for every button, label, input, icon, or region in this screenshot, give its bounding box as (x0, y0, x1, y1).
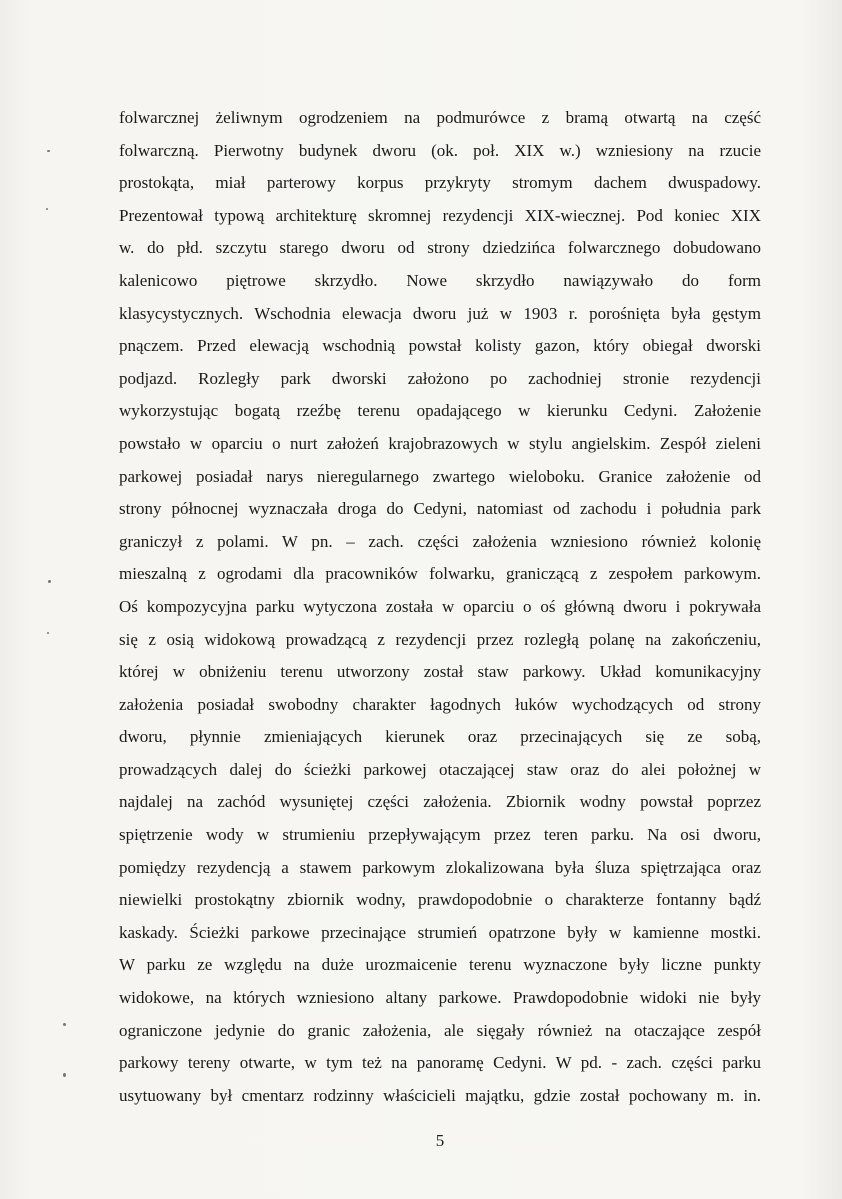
scan-speck (63, 1023, 66, 1026)
text-line: widokowe, na których wzniesiono altany parkowe. Prawdopodobnie widoki nie były (119, 988, 761, 1008)
text-line: klasycystycznych. Wschodnia elewacja dworu już w 1903 r. porośnięta była gęstym (119, 303, 761, 323)
text-line: podjazd. Rozległy park dworski założono po zachodniej stronie rezydencji (119, 368, 761, 388)
text-line: Oś kompozycyjna parku wytyczona została w oparciu o oś główną dworu i pokrywała (119, 596, 761, 616)
scan-speck (47, 150, 50, 152)
text-line: w. do płd. szczytu starego dworu od strony dziedzińca folwarcznego dobudowano (119, 238, 761, 258)
text-line: kaskady. Ścieżki parkowe przecinające strumień opatrzone były w kamienne mostki. (119, 922, 761, 942)
text-line: powstało w oparciu o nurt założeń krajobrazowych w stylu angielskim. Zespół zieleni (119, 433, 761, 453)
text-line: usytuowany był cmentarz rodzinny właścicieli majątku, gdzie został pochowany m. in. (119, 1085, 761, 1105)
text-line: graniczył z polami. W pn. – zach. części założenia wzniesiono również kolonię (119, 531, 761, 551)
text-line: się z osią widokową prowadzącą z rezydencji przez rozległą polanę na zakończeniu, (119, 629, 761, 649)
text-line: Prezentował typową architekturę skromnej rezydencji XIX-wiecznej. Pod koniec XIX (119, 205, 761, 225)
text-line: niewielki prostokątny zbiornik wodny, prawdopodobnie o charakterze fontanny bądź (119, 890, 761, 910)
body-text (119, 102, 761, 1112)
text-line: prostokąta, miał parterowy korpus przykryty stromym dachem dwuspadowy. (119, 173, 761, 193)
text-line: strony północnej wyznaczała droga do Cedyni, natomiast od zachodu i południa park (119, 499, 761, 519)
text-line: pomiędzy rezydencją a stawem parkowym zlokalizowana była śluza spiętrzająca oraz (119, 857, 761, 877)
text-line: W parku ze względu na duże urozmaicenie terenu wyznaczone były liczne punkty (119, 955, 761, 975)
text-line: parkowej posiadał narys nieregularnego zwartego wieloboku. Granice założenie od (119, 466, 761, 486)
text-line: ograniczone jedynie do granic założenia, ale sięgały również na otaczające zespół (119, 1020, 761, 1040)
text-line: wykorzystując bogatą rzeźbę terenu opadającego w kierunku Cedyni. Założenie (119, 401, 761, 421)
text-line: założenia posiadał swobodny charakter łagodnych łuków wychodzących od strony (119, 694, 761, 714)
text-line: parkowy tereny otwarte, w tym też na panoramę Cedyni. W pd. - zach. części parku (119, 1053, 761, 1073)
text-line: której w obniżeniu terenu utworzony został staw parkowy. Układ komunikacyjny (119, 662, 761, 682)
page-number: 5 (435, 1131, 445, 1150)
text-line: prowadzących dalej do ścieżki parkowej otaczającej staw oraz do alei położnej w (119, 759, 761, 779)
text-line: najdalej na zachód wysuniętej części założenia. Zbiornik wodny powstał poprzez (119, 792, 761, 812)
text-line: spiętrzenie wody w strumieniu przepływającym przez teren parku. Na osi dworu, (119, 825, 761, 845)
text-line: mieszalną z ogrodami dla pracowników folwarku, graniczącą z zespołem parkowym. (119, 564, 761, 584)
scan-speck (63, 1073, 66, 1077)
text-line: kalenicowo piętrowe skrzydło. Nowe skrzydło nawiązywało do form (119, 270, 761, 290)
scan-speck (46, 208, 48, 210)
scan-speck (48, 580, 51, 583)
text-line: pnączem. Przed elewacją wschodnią powstał kolisty gazon, który obiegał dworski (119, 336, 761, 356)
text-line: folwarczną. Pierwotny budynek dworu (ok. poł. XIX w.) wzniesiony na rzucie (119, 140, 761, 160)
text-line: dworu, płynnie zmieniających kierunek oraz przecinających się ze sobą, (119, 727, 761, 747)
text-line: folwarcznej żeliwnym ogrodzeniem na podmurówce z bramą otwartą na część (119, 108, 761, 127)
scan-speck (47, 632, 49, 634)
